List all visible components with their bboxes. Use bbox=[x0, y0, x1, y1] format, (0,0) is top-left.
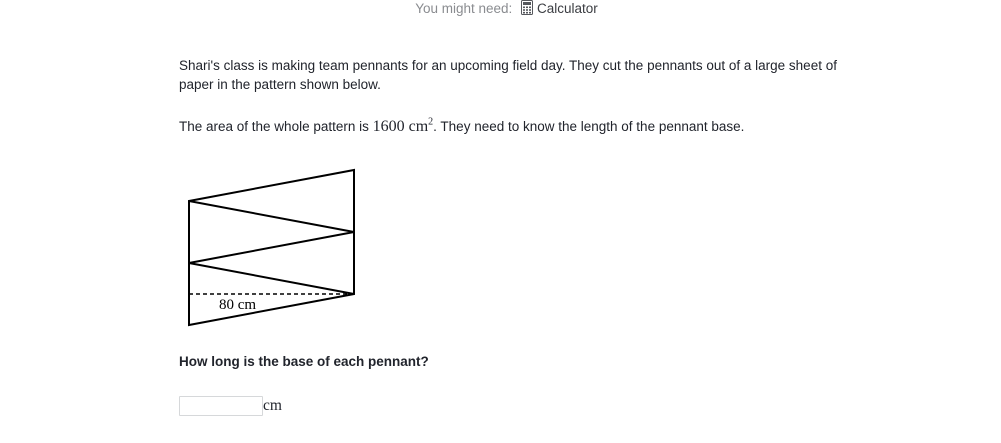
calculator-button[interactable] bbox=[516, 1, 598, 16]
might-need-label: You might need: bbox=[415, 1, 513, 16]
area-value bbox=[373, 118, 434, 135]
base-length-label: 80 cm bbox=[219, 297, 257, 313]
problem-paragraph-2 bbox=[179, 117, 744, 136]
area-exponent: 2 bbox=[428, 116, 434, 128]
answer-input[interactable] bbox=[179, 396, 263, 416]
problem-body bbox=[179, 56, 839, 135]
calculator-label[interactable]: Calculator bbox=[537, 1, 598, 16]
area-number-unit: 1600 cm bbox=[372, 118, 429, 135]
calculator-icon bbox=[521, 0, 533, 15]
question-text: How long is the base of each pennant? bbox=[179, 354, 429, 369]
answer-unit: cm bbox=[263, 397, 282, 414]
tools-bar bbox=[0, 0, 1001, 18]
paragraph-2-start: The area of the whole pattern is bbox=[179, 119, 373, 134]
problem-paragraph-1: Shari's class is making team pennants for an upcoming field day. They cut the pennants out of a large sheet of paper in the pattern shown below. bbox=[179, 58, 837, 92]
pennant-diagonals bbox=[189, 201, 354, 294]
paragraph-2-end: . They need to know the length of the pennant base. bbox=[433, 119, 745, 134]
pennant-pattern-figure bbox=[185, 165, 360, 330]
